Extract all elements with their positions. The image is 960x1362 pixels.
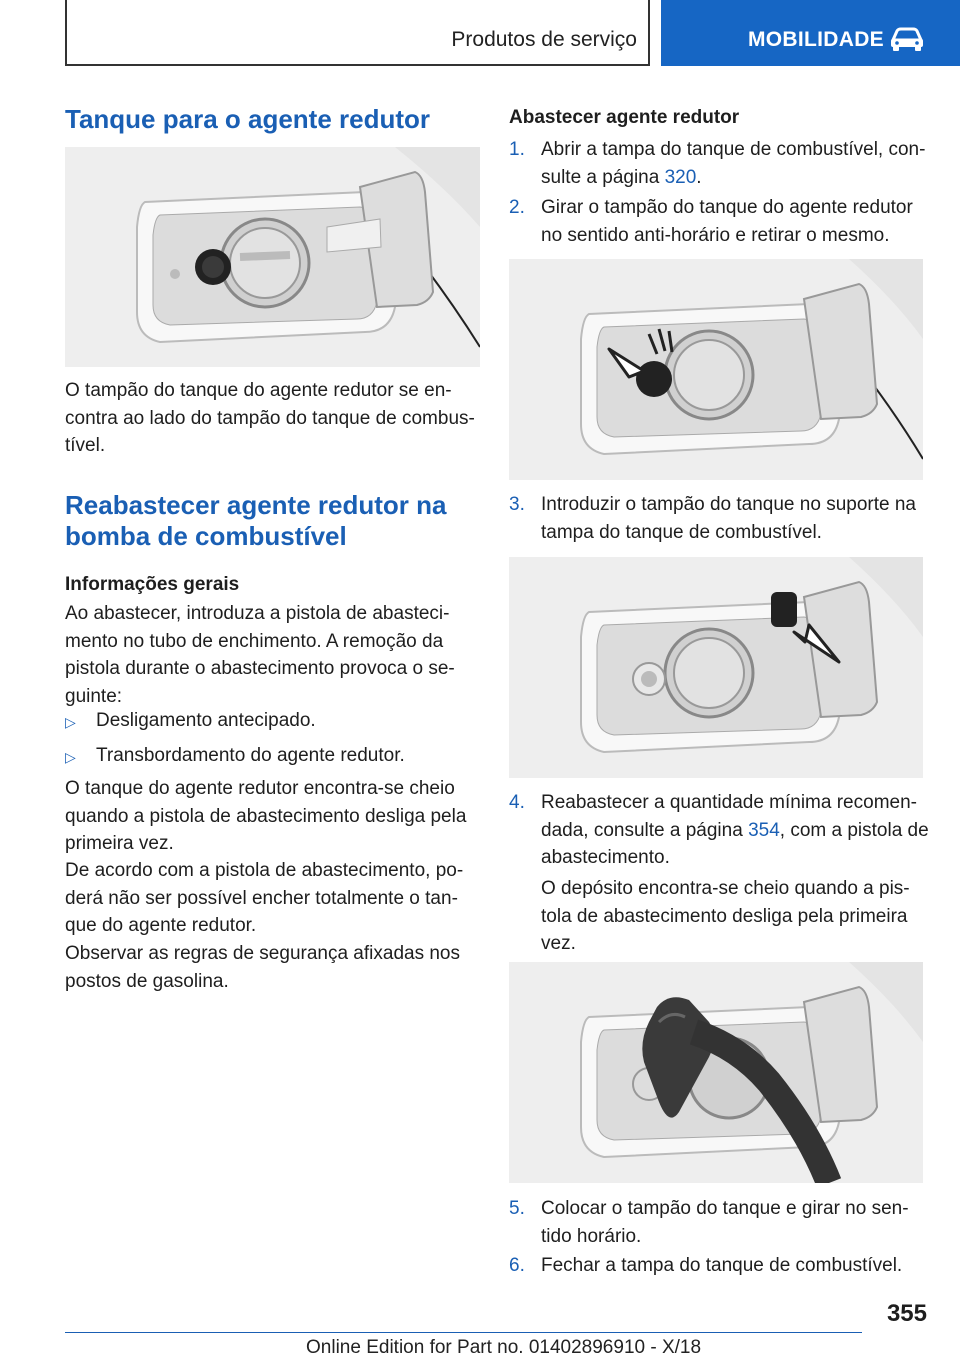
header-underline xyxy=(65,64,649,66)
triangle-bullet-icon: ▷ xyxy=(65,749,76,765)
footer-divider xyxy=(65,1332,862,1333)
paragraph-safety-rules: Observar as regras de segurança afixadas nos postos de gasolina. xyxy=(65,943,460,992)
page-link-354[interactable]: 354 xyxy=(748,819,780,841)
footer-edition: Online Edition for Part no. 01402896910 - X/18 xyxy=(306,1337,702,1358)
heading-refill-procedure: Abastecer agente redutor xyxy=(509,107,740,128)
intro-paragraph: Ao abastecer, introduza a pistola de abasteci- mento no tubo de enchimento. A remoção da pistola durante o abastecimento provoca o se- guinte: xyxy=(65,603,455,707)
caption-reductant-cap: O tampão do tanque do agente redutor se en- contra ao lado do tampão do tanque de combus- tível. xyxy=(65,380,475,456)
store-cap-image xyxy=(509,557,923,778)
remove-cap-image xyxy=(509,259,923,480)
header-divider-mid xyxy=(648,0,650,66)
paragraph-pump-limits: De acordo com a pistola de abastecimento, po- derá não ser possível encher totalmente o tan- que do agente redutor. xyxy=(65,860,464,936)
heading-reductant-tank: Tanque para o agente redutor xyxy=(65,104,431,134)
triangle-bullet-icon: ▷ xyxy=(65,714,76,730)
step-4-note: O depósito encontra-se cheio quando a pis- tola de abastecimento desliga pela primeira vez. xyxy=(541,878,910,954)
chapter-tab-label: MOBILIDADE xyxy=(748,28,884,51)
page-number: 355 xyxy=(886,1300,927,1327)
reductant-tank-image xyxy=(65,147,480,367)
chapter-tab[interactable] xyxy=(661,0,960,66)
page-link-320[interactable]: 320 xyxy=(664,166,697,188)
header-section-title: Produtos de serviço xyxy=(451,28,637,51)
refill-nozzle-image xyxy=(509,962,923,1183)
car-icon xyxy=(889,26,925,52)
heading-refill-at-pump: Reabastecer agente redutor na bomba de combustível xyxy=(65,490,447,551)
subheading-general-info: Informações gerais xyxy=(65,574,240,595)
paragraph-tank-full: O tanque do agente redutor encontra-se cheio quando a pistola de abastecimento desliga pela primeira vez. xyxy=(65,778,467,854)
